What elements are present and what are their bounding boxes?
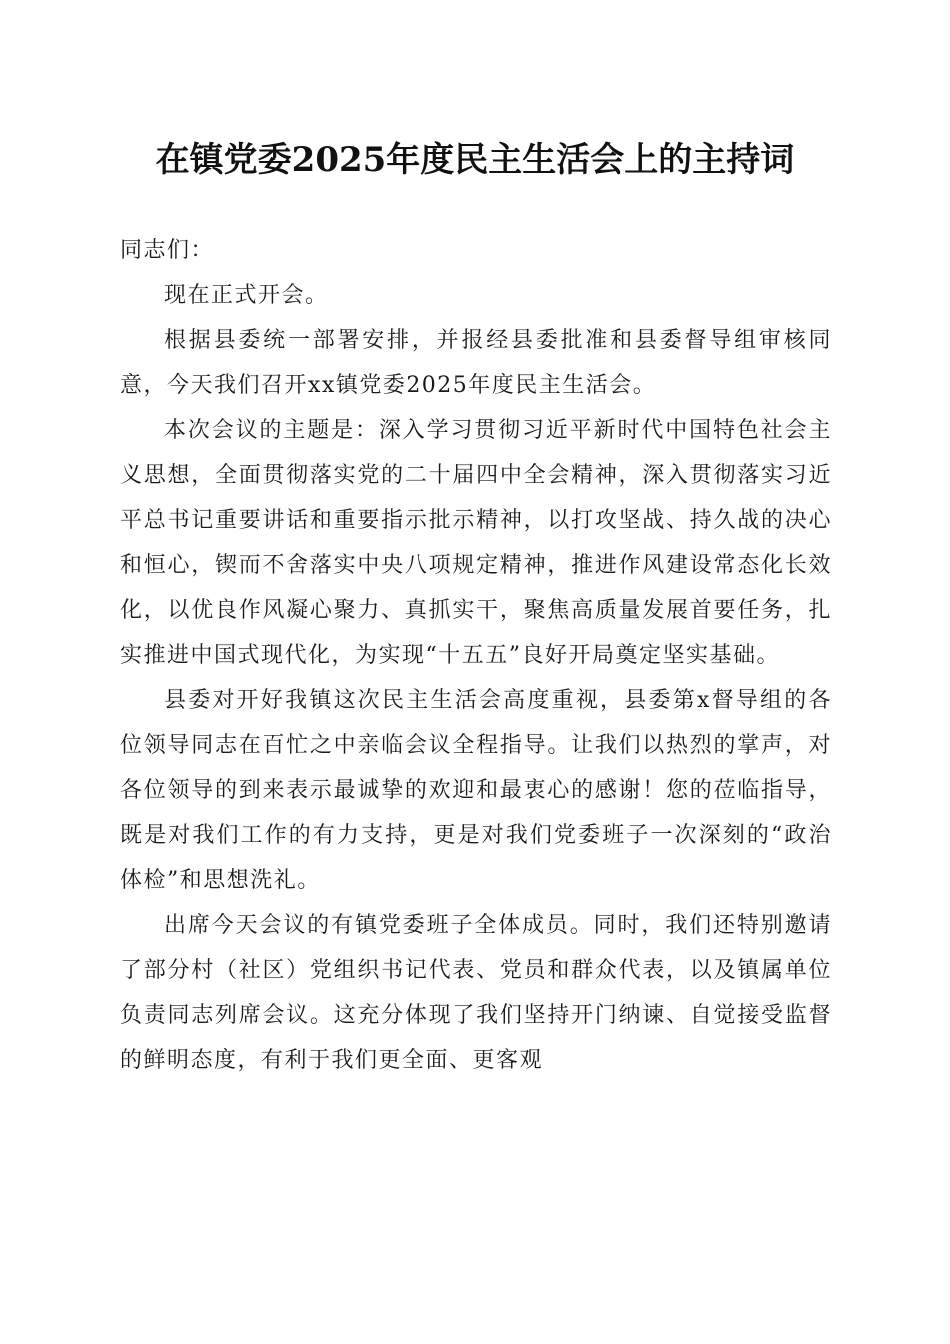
paragraph-opening: 现在正式开会。 bbox=[164, 283, 329, 308]
paragraph-arrangement: 根据县委统一部署安排，并报经县委批准和县委督导组审核同意，今天我们召开xx镇党委2025年度民主生活会。 bbox=[120, 328, 832, 398]
salutation: 同志们： bbox=[120, 238, 215, 263]
paragraph-welcome: 县委对开好我镇这次民主生活会高度重视，县委第x督导组的各位领导同志在百忙之中亲临会议全程指导。让我们以热烈的掌声，对各位领导的到来表示最诚挚的欢迎和最衷心的感谢！您的莅临指导，既是对我们工作的有力支持，更是对我们党委班子一次深刻的“政治体检”和思想洗礼。 bbox=[120, 688, 832, 893]
paragraph-theme: 本次会议的主题是：深入学习贯彻习近平新时代中国特色社会主义思想，全面贯彻落实党的二十届四中全会精神，深入贯彻落实习近平总书记重要讲话和重要指示批示精神，以打攻坚战、持久战的决心和恒心，锲而不舍落实中央八项规定精神，推进作风建设常态化长效化，以优良作风凝心聚力、真抓实干，聚焦高质量发展首要任务，扎实推进中国式现代化，为实现“十五五”良好开局奠定坚实基础。 bbox=[120, 418, 832, 668]
paragraph-attendees: 出席今天会议的有镇党委班子全体成员。同时，我们还特别邀请了部分村（社区）党组织书记代表、党员和群众代表，以及镇属单位负责同志列席会议。这充分体现了我们坚持开门纳谏、自觉接受监督的鲜明态度，有利于我们更全面、更客观 bbox=[120, 913, 832, 1073]
document-title: 在镇党委2025年度民主生活会上的主持词 bbox=[155, 140, 795, 180]
document-body bbox=[120, 228, 832, 1083]
